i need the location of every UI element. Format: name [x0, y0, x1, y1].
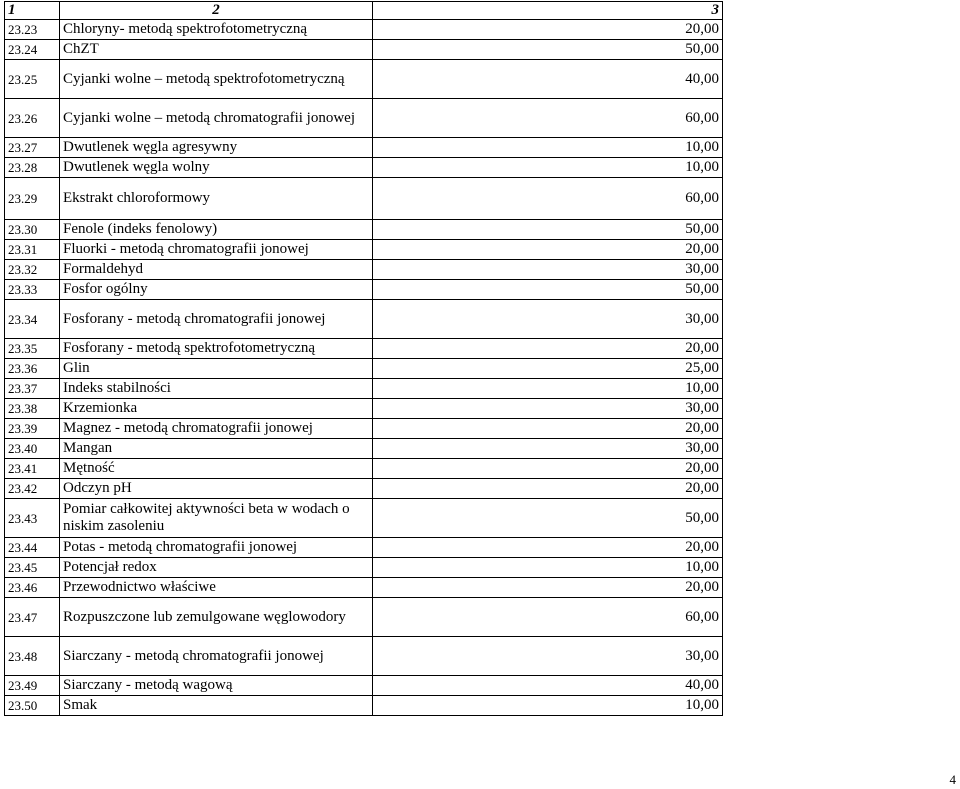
item-price: 10,00	[373, 379, 723, 399]
item-price: 50,00	[373, 40, 723, 60]
item-name: Fenole (indeks fenolowy)	[60, 220, 373, 240]
table-row	[5, 637, 880, 676]
item-number: 23.36	[5, 359, 60, 379]
table-row	[5, 339, 880, 359]
item-number: 23.47	[5, 598, 60, 637]
item-price: 20,00	[373, 339, 723, 359]
item-number: 23.29	[5, 178, 60, 220]
item-name: Indeks stabilności	[60, 379, 373, 399]
item-number: 23.28	[5, 158, 60, 178]
table-row	[5, 20, 880, 40]
item-name: Ekstrakt chloroformowy	[60, 178, 373, 220]
item-name: Krzemionka	[60, 399, 373, 419]
item-number: 23.38	[5, 399, 60, 419]
item-name: Dwutlenek węgla agresywny	[60, 138, 373, 158]
item-name: Formaldehyd	[60, 260, 373, 280]
item-name: Siarczany - metodą chromatografii jonowej	[60, 637, 373, 676]
item-number: 23.32	[5, 260, 60, 280]
table-row	[5, 99, 880, 138]
item-price: 10,00	[373, 138, 723, 158]
item-price: 20,00	[373, 419, 723, 439]
table-row	[5, 138, 880, 158]
item-number: 23.44	[5, 538, 60, 558]
item-name: Fosforany - metodą spektrofotometryczną	[60, 339, 373, 359]
item-price: 20,00	[373, 20, 723, 40]
item-name: Odczyn pH	[60, 479, 373, 499]
item-price: 25,00	[373, 359, 723, 379]
item-price: 30,00	[373, 637, 723, 676]
table-row	[5, 280, 880, 300]
item-name: Magnez - metodą chromatografii jonowej	[60, 419, 373, 439]
item-price: 60,00	[373, 178, 723, 220]
item-price: 60,00	[373, 99, 723, 138]
item-name: Dwutlenek węgla wolny	[60, 158, 373, 178]
header-col-1: 1	[5, 2, 60, 20]
table-row	[5, 379, 880, 399]
item-price: 20,00	[373, 459, 723, 479]
item-number: 23.26	[5, 99, 60, 138]
item-price: 30,00	[373, 300, 723, 339]
page-number: 4	[949, 772, 956, 787]
item-name: Przewodnictwo właściwe	[60, 578, 373, 598]
table-row	[5, 558, 880, 578]
table-row	[5, 220, 880, 240]
item-number: 23.30	[5, 220, 60, 240]
item-price: 30,00	[373, 260, 723, 280]
item-name: Cyjanki wolne – metodą spektrofotometryczną	[60, 60, 373, 99]
table-row	[5, 479, 880, 499]
item-number: 23.50	[5, 696, 60, 716]
item-number: 23.49	[5, 676, 60, 696]
item-name: Glin	[60, 359, 373, 379]
item-name: Potas - metodą chromatografii jonowej	[60, 538, 373, 558]
table-row	[5, 60, 880, 99]
table-row	[5, 459, 880, 479]
item-number: 23.34	[5, 300, 60, 339]
item-price: 50,00	[373, 499, 723, 538]
table-row	[5, 499, 880, 538]
item-name: Fosfor ogólny	[60, 280, 373, 300]
item-name: Smak	[60, 696, 373, 716]
item-number: 23.39	[5, 419, 60, 439]
item-price: 10,00	[373, 558, 723, 578]
item-number: 23.40	[5, 439, 60, 459]
item-price: 10,00	[373, 158, 723, 178]
table-row	[5, 578, 880, 598]
item-number: 23.42	[5, 479, 60, 499]
item-name: Mangan	[60, 439, 373, 459]
table-row	[5, 260, 880, 280]
item-price: 50,00	[373, 280, 723, 300]
item-price: 20,00	[373, 240, 723, 260]
item-number: 23.46	[5, 578, 60, 598]
item-price: 20,00	[373, 479, 723, 499]
item-price: 50,00	[373, 220, 723, 240]
header-col-2: 2	[60, 2, 373, 20]
item-number: 23.43	[5, 499, 60, 538]
item-price: 30,00	[373, 399, 723, 419]
table-row	[5, 419, 880, 439]
table-row	[5, 158, 880, 178]
item-name: Chloryny- metodą spektrofotometryczną	[60, 20, 373, 40]
item-price: 40,00	[373, 60, 723, 99]
table-row	[5, 300, 880, 339]
table-row	[5, 598, 880, 637]
item-name: Fosforany - metodą chromatografii jonowej	[60, 300, 373, 339]
item-price: 30,00	[373, 439, 723, 459]
table-row	[5, 399, 880, 419]
header-row	[5, 2, 880, 20]
item-name: Mętność	[60, 459, 373, 479]
header-col-3: 3	[373, 2, 723, 20]
item-name: Rozpuszczone lub zemulgowane węglowodory	[60, 598, 373, 637]
item-name: ChZT	[60, 40, 373, 60]
item-number: 23.33	[5, 280, 60, 300]
item-price: 20,00	[373, 578, 723, 598]
item-number: 23.23	[5, 20, 60, 40]
item-price: 60,00	[373, 598, 723, 637]
table-row	[5, 178, 880, 220]
item-number: 23.45	[5, 558, 60, 578]
table-row	[5, 240, 880, 260]
price-table	[4, 1, 880, 716]
item-number: 23.24	[5, 40, 60, 60]
table-row	[5, 439, 880, 459]
item-number: 23.41	[5, 459, 60, 479]
item-number: 23.25	[5, 60, 60, 99]
item-price: 40,00	[373, 676, 723, 696]
item-number: 23.35	[5, 339, 60, 359]
table-row	[5, 40, 880, 60]
item-number: 23.31	[5, 240, 60, 260]
item-number: 23.27	[5, 138, 60, 158]
table-row	[5, 696, 880, 716]
item-name: Cyjanki wolne – metodą chromatografii jonowej	[60, 99, 373, 138]
table-row	[5, 359, 880, 379]
item-price: 10,00	[373, 696, 723, 716]
item-number: 23.37	[5, 379, 60, 399]
item-name: Fluorki - metodą chromatografii jonowej	[60, 240, 373, 260]
table-row	[5, 676, 880, 696]
table-row	[5, 538, 880, 558]
item-number: 23.48	[5, 637, 60, 676]
item-name: Pomiar całkowitej aktywności beta w wodach o niskim zasoleniu	[60, 499, 373, 538]
item-price: 20,00	[373, 538, 723, 558]
price-table-body	[5, 2, 880, 716]
item-name: Siarczany - metodą wagową	[60, 676, 373, 696]
item-name: Potencjał redox	[60, 558, 373, 578]
